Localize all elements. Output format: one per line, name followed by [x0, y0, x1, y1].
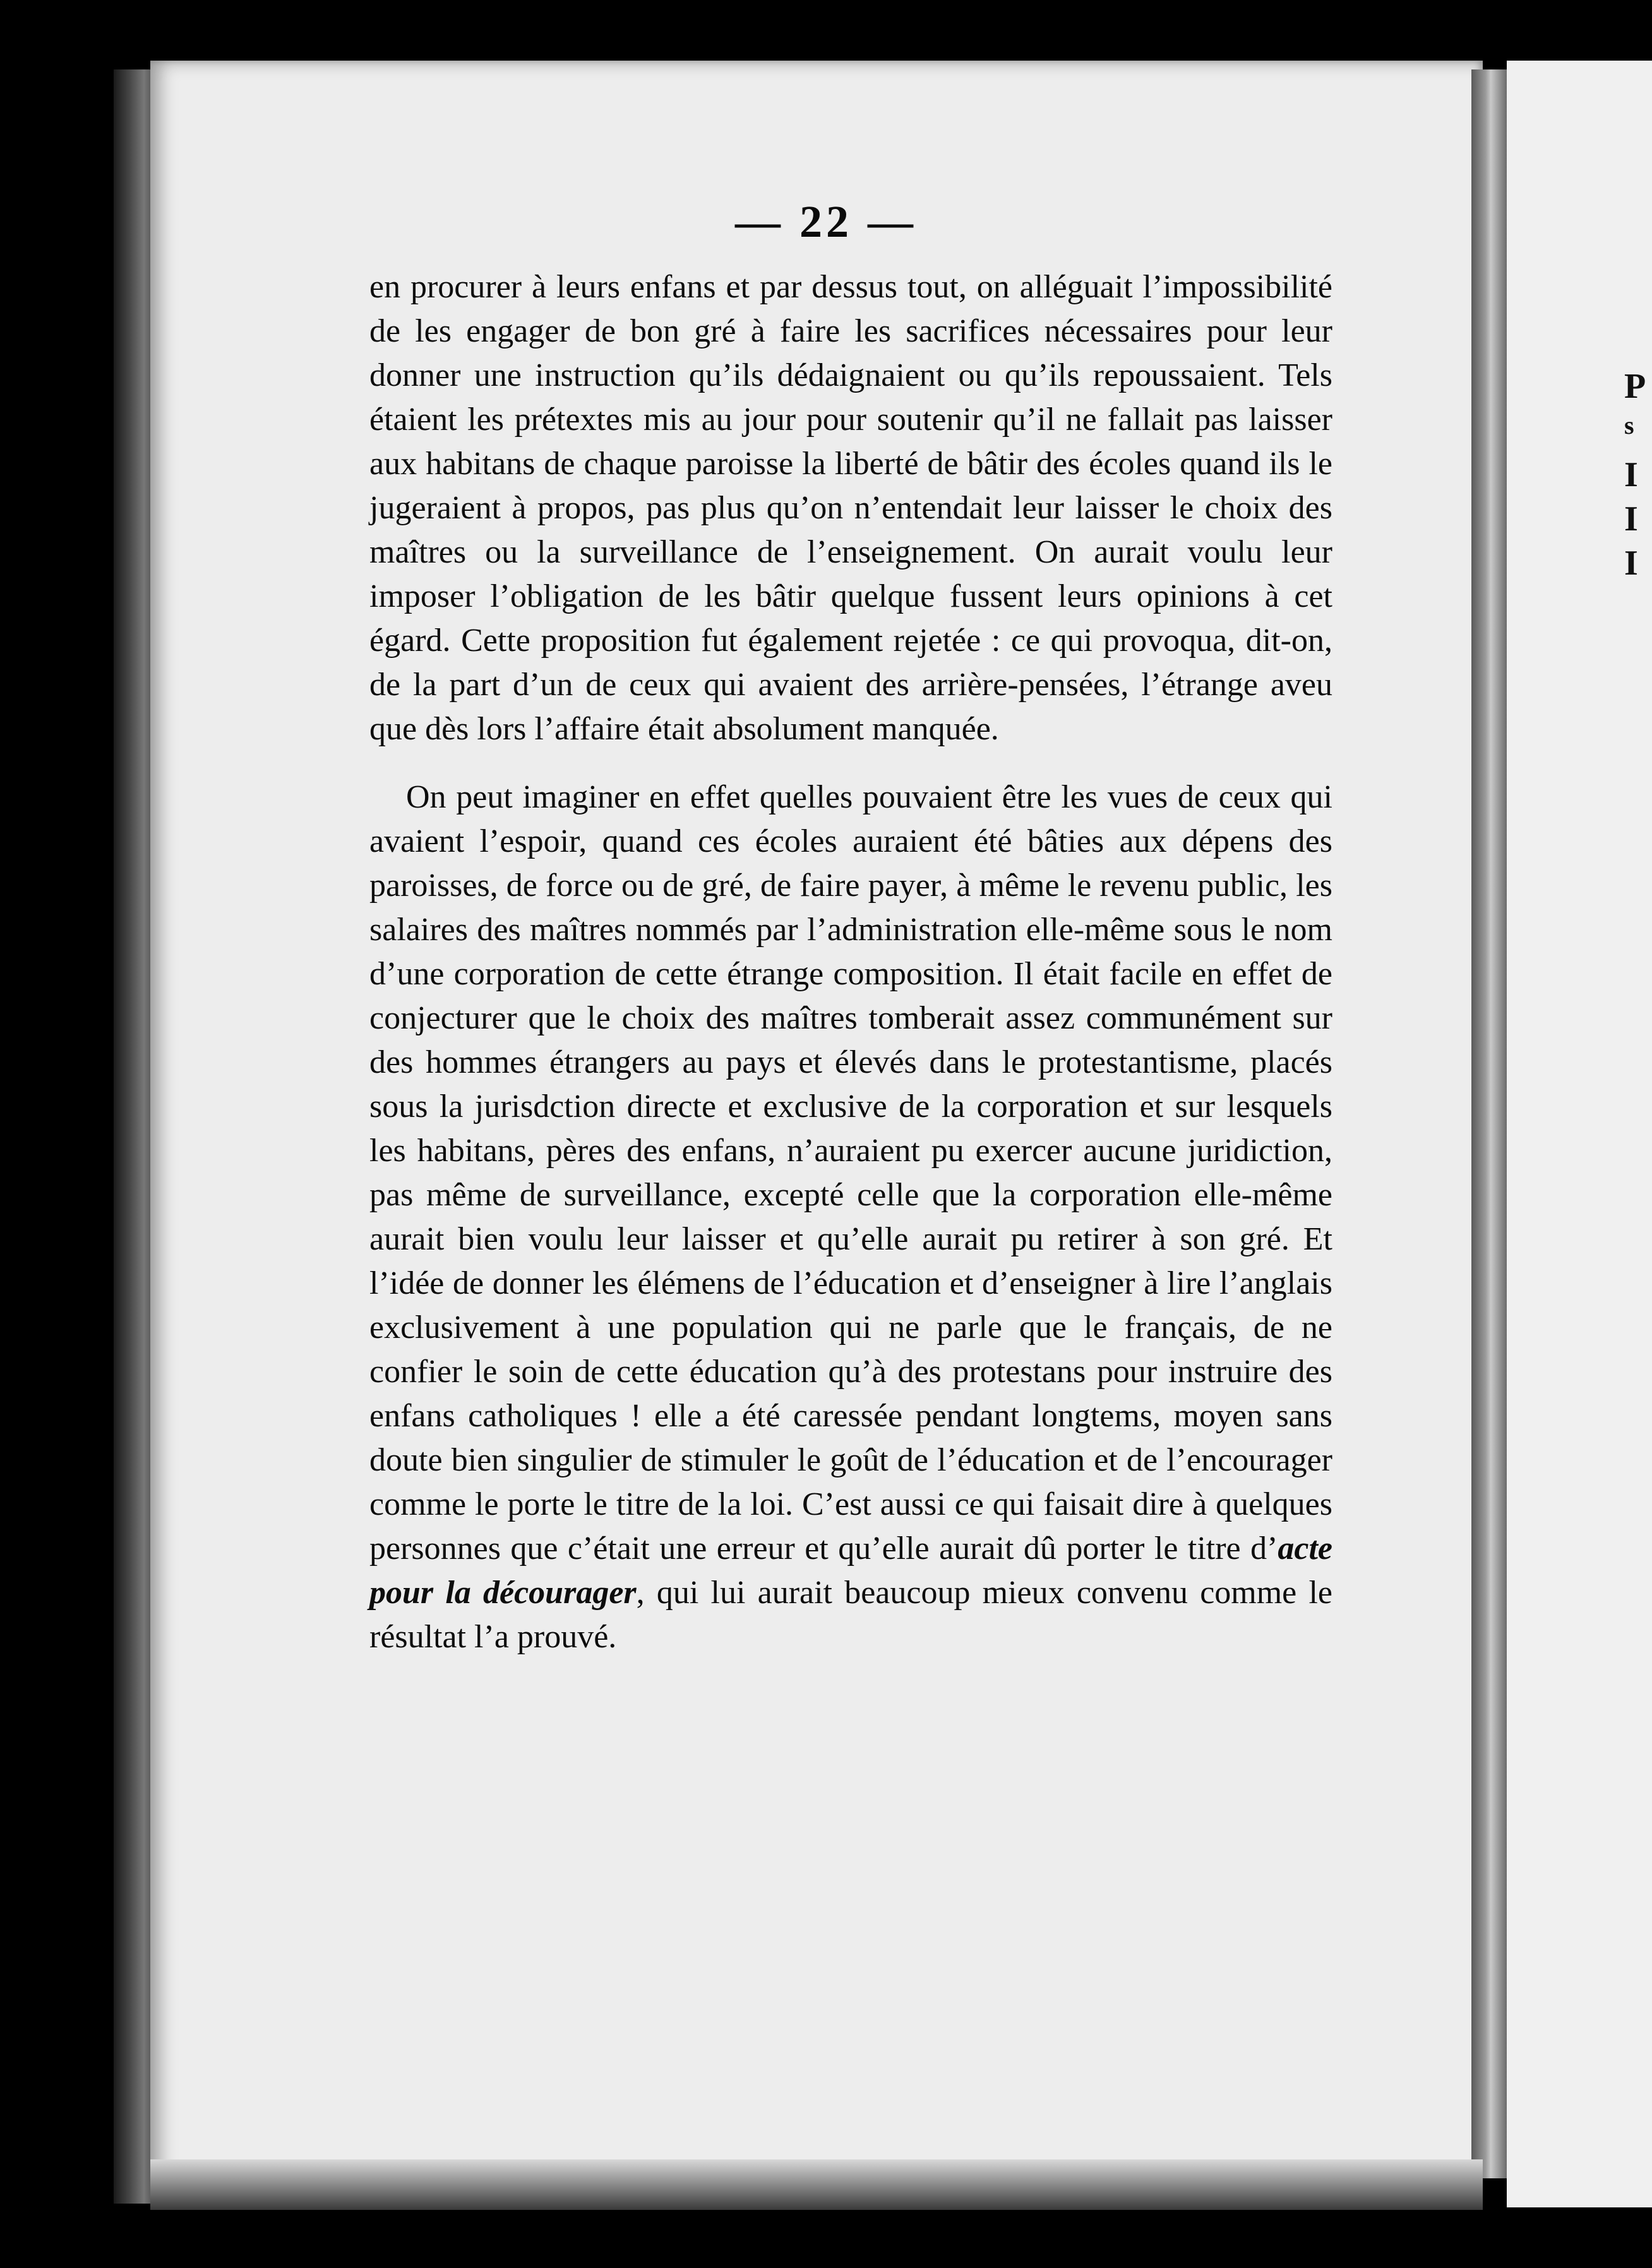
page-gutter — [1471, 69, 1507, 2178]
paragraph-1: en procurer à leurs enfans et par dessus tout, on alléguait l’impossibilité de les engager de bon gré à faire les sacrifices nécessaires pour leur donner une instruction qu’ils dédaignaient ou qu’ils repoussaient. Tels étaient les prétextes mis au jour pour soutenir qu’il ne fallait pas laisser aux habitans de chaque paroisse la liberté de bâtir des écoles quand ils le jugeraient à propos, pas plus qu’on n’entendait leur laisser le choix des maîtres ou la surveillance de l’enseignement. On aurait voulu leur imposer l’obligation de les bâtir quelque fussent leurs opinions à cet égard. Cette proposition fut également rejetée : ce qui provoqua, dit-on, de la part d’un de ceux qui avaient des arrière-pensées, l’étrange aveu que dès lors l’affaire était absolument manquée. — [369, 269, 1332, 747]
paragraph-2 — [369, 775, 1332, 1659]
facing-page-fragment: s — [1624, 411, 1634, 439]
page-body — [369, 265, 1332, 1659]
facing-page-fragment: I — [1624, 499, 1638, 539]
facing-page-fragment: I — [1624, 544, 1638, 583]
page-number: — 22 — — [735, 196, 917, 247]
facing-page-fragment: I — [1624, 455, 1638, 494]
paragraph-2-tail: , qui lui aurait beaucoup mieux convenu comme le résultat l’a prouvé. — [369, 1575, 1332, 1655]
facing-page-fragment: P — [1624, 367, 1646, 406]
page-bottom-edge — [150, 2159, 1483, 2210]
paragraph-2-text: On peut imaginer en effet quelles pouvaient être les vues de ceux qui avaient l’espoir, quand ces écoles auraient été bâties aux dépens des paroisses, de force ou de gré, de faire payer, à même le revenu public, les salaires des maîtres nommés par l’administration elle-même sous le nom d’une corporation de cette étrange composition. Il était facile en effet de conjecturer que le choix des maîtres tomberait assez communément sur des hommes étrangers au pays et élevés dans le protestantisme, placés sous la jurisdction directe et exclusive de la corporation et sur lesquels les habitans, pères des enfans, n’auraient pu exercer aucune juridiction, pas même de surveillance, excepté celle que la corporation elle-même aurait bien voulu leur laisser et qu’elle aurait pu retirer à son gré. Et l’idée de donner les élémens de l’éducation et d’enseigner à lire l’anglais exclusivement à une population qui ne parle que le français, de ne confier le soin de cette éducation qu’à des protestans pour instruire des enfans catholiques ! elle a été caressée pendant longtems, moyen sans doute bien singulier de stimuler le goût de l’éducation et de l’encourager comme le porte le titre de la loi. C’est aussi ce qui faisait dire à quelques personnes que c’était une erreur et qu’elle aurait dû porter le titre d’ — [369, 779, 1332, 1567]
italic-title: acte pour la décourager — [369, 1531, 1332, 1611]
